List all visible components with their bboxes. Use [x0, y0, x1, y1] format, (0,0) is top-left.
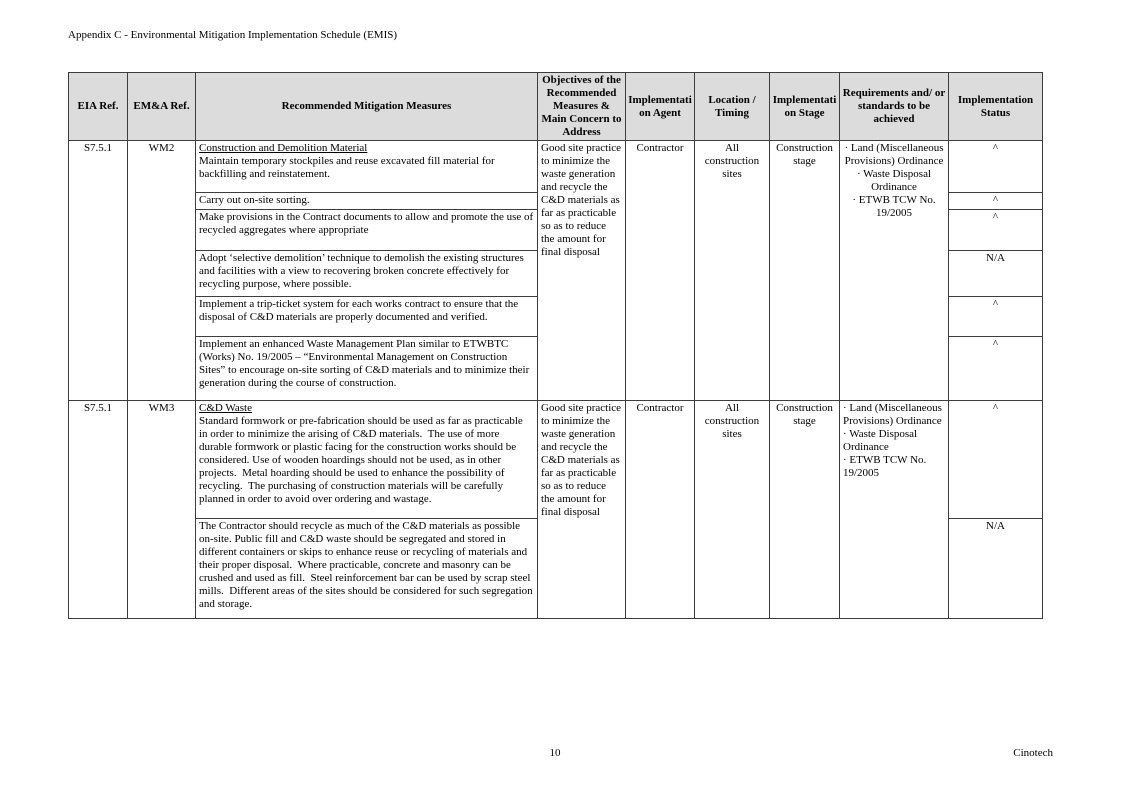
stage-cell: Construction stage	[770, 401, 840, 619]
eia-ref-cell: S7.5.1	[69, 141, 128, 401]
header-status: Implementation Status	[949, 73, 1043, 141]
requirement-item: · ETWB TCW No. 19/2005	[852, 194, 939, 219]
page-number: 10	[549, 747, 561, 759]
requirements-cell	[840, 141, 949, 401]
measure-text: Maintain temporary stockpiles and reuse excavated fill material for backfilling and reinstatement.	[199, 155, 498, 180]
header-requirements: Requirements and/ or standards to be achieved	[840, 73, 949, 141]
header-stage: Implementation Stage	[770, 73, 840, 141]
measure-cell	[196, 401, 538, 519]
status-cell: N/A	[949, 251, 1043, 297]
stage-cell: Construction stage	[770, 141, 840, 401]
measure-cell	[196, 337, 538, 401]
measure-cell	[196, 297, 538, 337]
eia-ref-cell: S7.5.1	[69, 401, 128, 619]
measure-cell	[196, 519, 538, 619]
measure-heading: Construction and Demolition Material	[199, 142, 368, 154]
header-objectives: Objectives of the Recommended Measures & Main Concern to Address	[538, 73, 626, 141]
footer-company: Cinotech	[1013, 747, 1053, 759]
measure-cell	[196, 141, 538, 193]
requirements-cell	[840, 401, 949, 619]
status-cell: ^	[949, 193, 1043, 210]
location-cell: All construction sites	[695, 141, 770, 401]
objectives-cell: Good site practice to minimize the waste generation and recycle the C&D materials as far as practicable so as to reduce the amount for final disposal	[538, 401, 626, 619]
table-row	[69, 141, 1043, 193]
requirement-item: · ETWB TCW No. 19/2005	[843, 454, 930, 479]
measure-cell	[196, 193, 538, 210]
measure-text: Implement an enhanced Waste Management Plan similar to ETWBTC (Works) No. 19/2005 – “Environmental Management on Construction Sites” to encourage on-site sorting of C&D materials and to minimize their generation during the course of construction.	[199, 338, 532, 389]
measure-text: Make provisions in the Contract documents to allow and promote the use of recycled aggregates where appropriate	[199, 211, 536, 236]
header-eia-ref: EIA Ref.	[69, 73, 128, 141]
requirement-item: · Land (Miscellaneous Provisions) Ordinance	[844, 142, 947, 167]
agent-cell: Contractor	[626, 141, 695, 401]
requirement-item: · Waste Disposal Ordinance	[843, 428, 920, 453]
header-measures: Recommended Mitigation Measures	[196, 73, 538, 141]
ema-ref-cell: WM2	[128, 141, 196, 401]
status-cell: ^	[949, 401, 1043, 519]
measure-text: Implement a trip-ticket system for each works contract to ensure that the disposal of C&D materials are properly documented and verified.	[199, 298, 521, 323]
measure-cell	[196, 251, 538, 297]
measure-text: The Contractor should recycle as much of the C&D materials as possible on-site. Public fill and C&D waste should be segregated and stored in different containers or skips to enhance reuse or recycling of materials and their proper disposal. Where practicable, concrete and masonry can be crushed and used as fill. Steel reinforcement bar can be used by scrap steel mills. Different areas of the sites should be considered for such segregation and storage.	[199, 520, 536, 610]
measure-text: Adopt ‘selective demolition’ technique to demolish the existing structures and facilities with a view to recovering broken concrete effectively for recycling purpose, where possible.	[199, 252, 527, 290]
requirement-item: · Waste Disposal Ordinance	[856, 168, 934, 193]
measure-text: Standard formwork or pre-fabrication should be used as far as practicable in order to minimize the arising of C&D materials. The use of more durable formwork or plastic facing for the construction works should be considered. Use of wooden hoardings should not be used, as in other projects. Metal hoarding should be used to enhance the possibility of recycling. The purchasing of construction materials will be carefully planned in order to avoid over ordering and wastage.	[199, 415, 526, 505]
header-agent: Implementation Agent	[626, 73, 695, 141]
measure-heading: C&D Waste	[199, 402, 252, 414]
table-row	[69, 401, 1043, 519]
status-cell: ^	[949, 210, 1043, 251]
status-cell: ^	[949, 297, 1043, 337]
ema-ref-cell: WM3	[128, 401, 196, 619]
emis-table	[68, 72, 1043, 619]
header-location: Location / Timing	[695, 73, 770, 141]
objectives-cell: Good site practice to minimize the waste generation and recycle the C&D materials as far as practicable so as to reduce the amount for final disposal	[538, 141, 626, 401]
measure-text: Carry out on-site sorting.	[199, 194, 310, 206]
page-title: Appendix C - Environmental Mitigation Implementation Schedule (EMIS)	[68, 29, 398, 41]
measure-cell	[196, 210, 538, 251]
table-header-row	[69, 73, 1043, 141]
status-cell: N/A	[949, 519, 1043, 619]
agent-cell: Contractor	[626, 401, 695, 619]
status-cell: ^	[949, 337, 1043, 401]
location-cell: All construction sites	[695, 401, 770, 619]
header-ema-ref: EM&A Ref.	[128, 73, 196, 141]
status-cell: ^	[949, 141, 1043, 193]
requirement-item: · Land (Miscellaneous Provisions) Ordinance	[843, 402, 945, 427]
